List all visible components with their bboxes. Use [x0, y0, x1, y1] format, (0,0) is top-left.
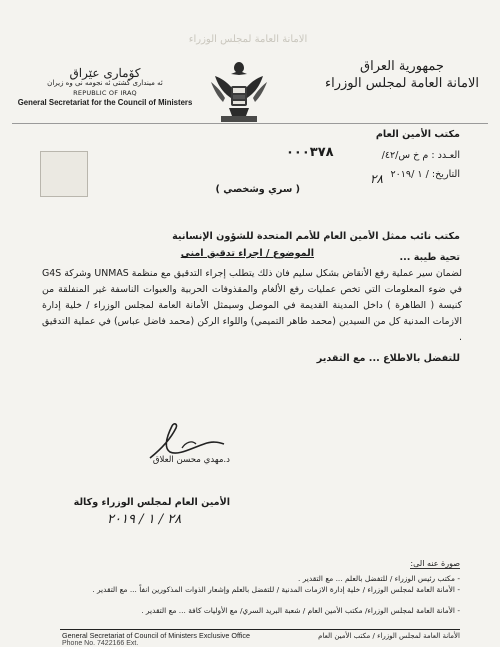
signatory-name: د.مهدي محسن العلاق	[152, 455, 230, 465]
reference-number-value: ٠٠٠٣٧٨	[286, 145, 334, 160]
handwritten-day: ٢٨	[370, 172, 383, 186]
header-left-block	[10, 68, 200, 108]
country-name-en: REPUBLIC OF IRAQ	[73, 89, 137, 97]
kurdish-title: کۆماری عێراق	[69, 66, 141, 80]
header-divider	[12, 123, 488, 124]
header-country-ar: جمهورية العراق	[360, 59, 444, 74]
kurdish-subtitle: ئه مینداری گشتی ئه نجومه نی وه زیران	[47, 79, 163, 87]
classification: ( سري وشخصي )	[215, 184, 300, 195]
faint-header-calligraphy: الامانة العامة لمجلس الوزراء	[188, 34, 308, 45]
greeting: تحية طيبة ...	[399, 252, 460, 263]
header-office-ar: الامانة العامة لمجلس الوزراء	[325, 76, 479, 91]
reference-number-label: العـدد : م خ س/٤٢/	[381, 150, 460, 161]
office-name-en: General Secretariat for the Council of Ministers	[17, 98, 193, 107]
letter-body: لضمان سير عملية رفع الأنقاض بشكل سليم فان ذلك يتطلب إجراء التدقيق مع منظمة UNMAS وشركة G4S في ضوء المعلومات التي تخص عمليات رفع الألغام والمقذوفات الحربية والعبوات الناسفة غير المنفلقة من كنيسة ( الطاهرة ) داخل المدينة القديمة في الموصل وسيمثل الأمانة العامة لمجلس الوزراء / خلية إدارة الازمات المدنية كل من السيدين (محمد طاهر التميمي) واللواء الركن (محمد فاضل عباس) في عملية التدقيق .	[42, 268, 463, 343]
footer-office-ar: الأمانة العامة لمجلس الوزراء / مكتب الأمين العام	[318, 632, 460, 640]
date-label: التاريخ: / ١ /٢٠١٩	[390, 169, 460, 180]
received-stamp	[40, 151, 88, 197]
cc-line: - مكتب رئيس الوزراء / للتفضل بالعلم ... مع التقدير .	[298, 574, 460, 583]
cc-line: - الأمانة العامة لمجلس الوزراء/ مكتب الأمين العام / شعبة البريد السري/ مع الأوليات كافة ... مع التقدير .	[141, 606, 460, 615]
header-right-block	[322, 58, 482, 92]
recipient: مكتب نائب ممثل الأمين العام للأمم المتحدة للشؤون الإنسانية	[172, 231, 460, 242]
iraq-eagle-emblem	[207, 58, 271, 130]
subject-line: الموضوع / اجراء تدقيق امني	[180, 248, 314, 259]
footer-office-en: General Secretariat of Council of Ministers Exclusive Office	[62, 631, 251, 640]
signature-date-handwritten: ٢٨ / ١ / ٢٠١٩	[107, 512, 182, 527]
footer-divider	[60, 629, 460, 630]
cc-title: صورة عنه الى:	[410, 559, 460, 568]
closing-line: للتفضل بالاطلاع ... مع التقدير	[316, 353, 460, 364]
cc-line: - الأمانة العامة لمجلس الوزراء / خلية إدارة الازمات المدنية / للتفضل بالعلم وإشعار الذوات المذكورين انفاً ... مع التقدير .	[92, 585, 460, 594]
signatory-title: الأمين العام لمجلس الوزراء وكالة	[73, 497, 230, 508]
footer-phone-en: Phone No. 7422166 Ext.	[62, 640, 139, 647]
office-label: مكتب الأمين العام	[375, 129, 460, 140]
